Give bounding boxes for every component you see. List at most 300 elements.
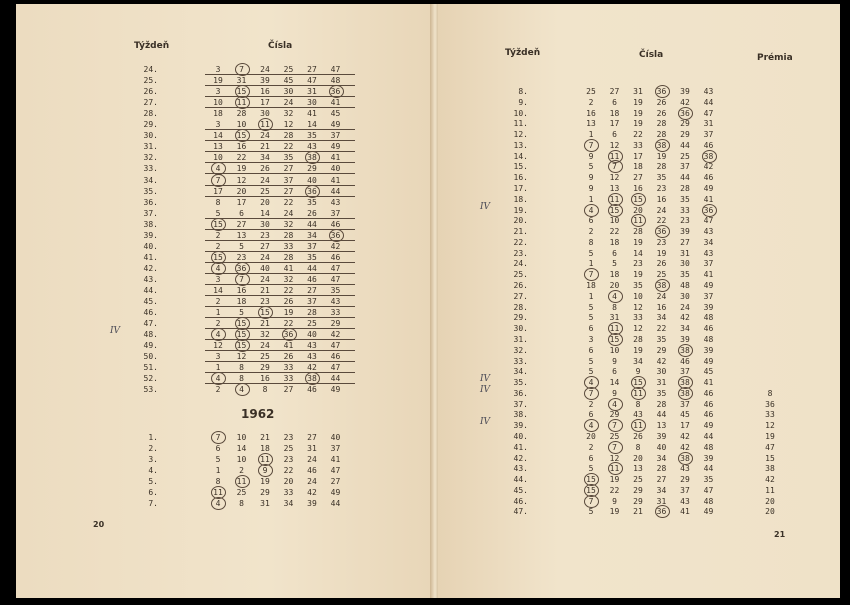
week-number: 45. (143, 297, 158, 307)
drawn-number: 28 (656, 130, 667, 140)
pencil-mark: IV (480, 201, 491, 212)
drawn-number: 42 (307, 363, 317, 373)
drawn-number: 45 (680, 410, 690, 420)
drawn-number: 3 (215, 87, 221, 97)
circled-number: 38 (304, 152, 320, 163)
drawn-number: 41 (283, 263, 294, 273)
drawn-number: 12 (609, 140, 620, 150)
drawn-number: 24 (260, 341, 270, 351)
drawn-number: 1 (215, 466, 221, 475)
drawn-number: 37 (330, 444, 341, 453)
circled-number: 38 (654, 280, 670, 291)
drawn-number: 28 (283, 230, 294, 240)
circled-number: 11 (210, 487, 226, 498)
week-number: 1. (148, 433, 158, 442)
drawn-number: 17 (260, 98, 270, 108)
drawn-number: 27 (633, 173, 643, 183)
drawn-number: 18 (586, 281, 596, 291)
drawn-number: 12 (633, 324, 643, 334)
week-number: 46. (513, 496, 528, 506)
drawn-number: 27 (307, 433, 317, 442)
circled-number: 15 (583, 474, 599, 485)
drawn-number: 44 (703, 97, 714, 107)
drawn-number: 26 (283, 352, 294, 362)
drawn-number: 23 (236, 252, 247, 262)
circled-number: 36 (654, 506, 670, 517)
circled-number: 38 (304, 373, 320, 384)
drawn-number: 37 (307, 297, 317, 307)
drawn-number: 49 (330, 120, 341, 130)
drawn-number: 26 (656, 97, 667, 107)
drawn-number: 10 (236, 455, 247, 464)
week-number: 44. (143, 286, 158, 295)
pencil-underline (205, 140, 355, 141)
drawn-number: 43 (307, 341, 317, 351)
pencil-underline (205, 339, 355, 340)
drawn-number: 41 (680, 507, 690, 517)
drawn-number: 39 (260, 76, 270, 86)
drawn-number: 26 (656, 259, 667, 269)
week-number: 33. (143, 164, 158, 174)
drawn-number: 45 (330, 109, 341, 119)
drawn-number: 2 (215, 241, 221, 251)
drawn-number: 6 (239, 208, 244, 218)
drawn-number: 10 (236, 120, 247, 130)
drawn-number: 44 (330, 186, 341, 196)
drawn-number: 3 (215, 120, 221, 130)
drawn-number: 39 (703, 453, 714, 463)
week-number: 28. (143, 109, 158, 119)
pencil-underline (205, 328, 355, 329)
drawn-number: 30 (656, 367, 667, 377)
week-number: 42. (143, 263, 158, 273)
left-col-numbers-header: Čísla (268, 41, 293, 51)
drawn-number: 44 (330, 374, 341, 384)
drawn-number: 49 (330, 142, 341, 152)
week-number: 30. (143, 131, 158, 141)
drawn-number: 46 (307, 274, 317, 284)
circled-number: 36 (234, 263, 250, 274)
drawn-number: 21 (260, 286, 270, 295)
drawn-number: 25 (307, 319, 317, 329)
bonus-number: 42 (765, 475, 775, 485)
drawn-number: 6 (612, 367, 617, 377)
circled-number: 11 (630, 215, 646, 226)
drawn-number: 31 (307, 444, 317, 453)
circled-number: 38 (677, 345, 693, 356)
drawn-number: 16 (260, 87, 270, 97)
drawn-number: 8 (239, 499, 244, 508)
drawn-number: 20 (260, 197, 270, 207)
week-number: 26. (143, 87, 158, 97)
drawn-number: 43 (703, 87, 714, 96)
drawn-number: 41 (703, 194, 714, 204)
drawn-number: 33 (633, 313, 643, 323)
drawn-number: 1 (215, 363, 221, 373)
drawn-number: 5 (239, 241, 244, 251)
drawn-number: 24 (283, 208, 294, 218)
drawn-number: 28 (656, 464, 667, 474)
pencil-underline (205, 218, 355, 219)
circled-number: 36 (281, 329, 297, 340)
pencil-mark: IV (110, 326, 121, 337)
circled-number: 15 (583, 485, 599, 496)
circled-number: 15 (210, 252, 226, 263)
drawn-number: 24 (260, 274, 270, 284)
drawn-number: 26 (633, 431, 643, 441)
drawn-number: 39 (703, 302, 714, 312)
drawn-number: 49 (330, 385, 341, 395)
drawn-number: 1 (588, 291, 594, 301)
drawn-number: 19 (283, 308, 294, 318)
drawn-number: 6 (588, 324, 594, 334)
drawn-number: 18 (236, 297, 247, 307)
bonus-number: 19 (765, 431, 775, 441)
drawn-number: 28 (307, 308, 317, 318)
drawn-number: 46 (330, 352, 341, 362)
week-number: 42. (513, 453, 528, 463)
week-number: 35. (143, 186, 158, 196)
week-number: 39. (513, 421, 528, 431)
pencil-underline (205, 295, 355, 296)
circled-number: 11 (257, 119, 273, 130)
drawn-number: 42 (680, 97, 690, 107)
drawn-number: 14 (213, 286, 223, 295)
pencil-mark: IV (480, 384, 491, 395)
week-number: 34. (513, 367, 528, 377)
pencil-underline (205, 251, 355, 252)
drawn-number: 30 (260, 219, 270, 229)
drawn-number: 5 (588, 162, 594, 172)
drawn-number: 18 (213, 109, 223, 119)
drawn-number: 34 (307, 230, 317, 240)
bonus-number: 20 (765, 507, 775, 517)
drawn-number: 46 (330, 219, 341, 229)
drawn-number: 2 (215, 230, 221, 240)
drawn-number: 22 (283, 197, 294, 207)
drawn-number: 1 (588, 130, 594, 140)
circled-number: 38 (701, 151, 717, 162)
drawn-number: 16 (633, 184, 643, 194)
drawn-number: 47 (330, 65, 341, 74)
drawn-number: 2 (588, 442, 594, 452)
drawn-number: 23 (260, 297, 270, 307)
circled-number: 15 (234, 329, 250, 340)
left-page-number: 20 (93, 520, 105, 529)
drawn-number: 41 (330, 175, 341, 185)
week-number: 41. (143, 252, 158, 262)
drawn-number: 22 (283, 466, 294, 475)
drawn-number: 37 (703, 259, 714, 269)
drawn-number: 27 (307, 65, 317, 74)
drawn-number: 5 (215, 455, 221, 464)
drawn-number: 17 (236, 197, 247, 207)
drawn-number: 28 (656, 399, 667, 409)
week-number: 34. (143, 175, 158, 185)
drawn-number: 28 (236, 109, 247, 119)
drawn-number: 27 (609, 87, 620, 96)
year-label: 1962 (241, 407, 275, 421)
drawn-number: 34 (656, 453, 667, 463)
drawn-number: 39 (680, 227, 690, 237)
drawn-number: 6 (612, 248, 617, 258)
drawn-number: 32 (283, 219, 294, 229)
drawn-number: 49 (703, 507, 714, 517)
pencil-underline (205, 350, 355, 351)
drawn-number: 22 (609, 485, 620, 495)
drawn-number: 22 (633, 130, 643, 140)
drawn-number: 46 (307, 466, 317, 475)
pencil-underline (205, 262, 355, 263)
drawn-number: 6 (588, 216, 594, 226)
drawn-number: 16 (236, 142, 247, 152)
drawn-number: 48 (703, 496, 714, 506)
drawn-number: 47 (307, 76, 317, 86)
drawn-number: 47 (703, 216, 714, 226)
drawn-number: 35 (680, 270, 690, 280)
circled-number: 4 (607, 399, 623, 410)
drawn-number: 5 (588, 248, 594, 258)
drawn-number: 44 (307, 219, 317, 229)
drawn-number: 49 (703, 356, 714, 366)
drawn-number: 37 (680, 399, 690, 409)
drawn-number: 19 (609, 475, 620, 485)
week-number: 27. (513, 291, 528, 301)
drawn-number: 14 (260, 208, 270, 218)
week-number: 25. (143, 76, 158, 86)
circled-number: 7 (583, 388, 599, 399)
drawn-number: 24 (260, 131, 270, 141)
drawn-number: 25 (283, 65, 294, 74)
drawn-number: 42 (656, 356, 667, 366)
drawn-number: 22 (283, 286, 294, 295)
drawn-number: 25 (656, 270, 667, 280)
drawn-number: 5 (588, 367, 594, 377)
drawn-number: 5 (215, 208, 221, 218)
drawn-number: 19 (656, 248, 667, 258)
drawn-number: 40 (260, 263, 270, 273)
drawn-number: 34 (283, 499, 294, 508)
drawn-number: 31 (656, 378, 667, 388)
circled-number: 15 (234, 318, 250, 329)
drawn-number: 39 (703, 345, 714, 355)
week-number: 36. (513, 388, 528, 398)
week-number: 51. (143, 363, 158, 373)
circled-number: 36 (677, 108, 693, 119)
week-number: 11. (513, 119, 528, 129)
drawn-number: 42 (680, 313, 690, 323)
drawn-number: 35 (680, 194, 690, 204)
drawn-number: 33 (283, 363, 294, 373)
drawn-number: 44 (703, 464, 714, 474)
drawn-number: 16 (656, 302, 667, 312)
drawn-number: 29 (680, 130, 690, 140)
circled-number: 15 (630, 377, 646, 388)
drawn-number: 43 (680, 464, 690, 474)
drawn-number: 2 (588, 227, 594, 237)
drawn-number: 43 (330, 197, 341, 207)
drawn-number: 31 (609, 313, 620, 323)
week-number: 43. (513, 464, 528, 474)
drawn-number: 1 (215, 308, 221, 318)
week-number: 25. (513, 270, 528, 280)
drawn-number: 41 (283, 341, 294, 351)
drawn-number: 3 (215, 274, 221, 284)
circled-number: 36 (328, 86, 344, 97)
drawn-number: 2 (588, 97, 594, 107)
drawn-number: 29 (330, 319, 341, 329)
drawn-number: 33 (283, 488, 294, 497)
drawn-number: 21 (260, 433, 270, 442)
drawn-number: 24 (680, 302, 690, 312)
week-number: 10. (513, 108, 528, 118)
circled-number: 4 (210, 498, 226, 509)
drawn-number: 12 (609, 173, 620, 183)
circled-number: 11 (234, 476, 250, 487)
drawn-number: 29 (260, 363, 270, 373)
drawn-number: 9 (588, 173, 594, 183)
drawn-number: 49 (703, 421, 714, 431)
circled-number: 38 (654, 140, 670, 151)
drawn-number: 5 (588, 507, 594, 517)
drawn-number: 37 (680, 485, 690, 495)
week-number: 31. (143, 142, 158, 152)
drawn-number: 8 (635, 399, 641, 409)
drawn-number: 12 (633, 302, 643, 312)
circled-number: 36 (701, 205, 717, 216)
pencil-underline (205, 173, 355, 174)
drawn-number: 31 (633, 87, 643, 96)
drawn-number: 5 (612, 259, 617, 269)
week-number: 9. (518, 97, 528, 107)
drawn-number: 22 (609, 227, 620, 237)
pencil-underline (205, 317, 355, 318)
drawn-number: 37 (703, 291, 714, 301)
drawn-number: 8 (588, 237, 594, 247)
pencil-underline (205, 240, 355, 241)
drawn-number: 27 (260, 241, 270, 251)
circled-number: 15 (210, 219, 226, 230)
drawn-number: 47 (703, 108, 714, 118)
drawn-number: 29 (307, 164, 317, 174)
week-number: 46. (143, 308, 158, 318)
drawn-number: 9 (612, 356, 617, 366)
week-number: 41. (513, 442, 528, 452)
drawn-number: 29 (656, 345, 667, 355)
week-number: 18. (513, 194, 528, 204)
drawn-number: 29 (260, 488, 270, 497)
drawn-number: 26 (307, 208, 317, 218)
drawn-number: 28 (283, 131, 294, 141)
circled-number: 11 (607, 151, 623, 162)
week-number: 36. (143, 197, 158, 207)
week-number: 53. (143, 385, 158, 395)
week-number: 3. (148, 455, 158, 464)
right-page-number: 21 (774, 530, 786, 539)
drawn-number: 45 (283, 76, 294, 86)
drawn-number: 41 (307, 109, 317, 119)
week-number: 19. (513, 205, 528, 215)
week-number: 37. (513, 399, 528, 409)
drawn-number: 19 (633, 237, 643, 247)
drawn-number: 31 (260, 499, 270, 508)
drawn-number: 13 (656, 421, 667, 431)
drawn-number: 19 (213, 76, 223, 86)
week-number: 37. (143, 208, 158, 218)
week-number: 29. (143, 120, 158, 130)
drawn-number: 27 (680, 237, 690, 247)
drawn-number: 29 (633, 496, 643, 506)
bonus-number: 15 (765, 453, 775, 463)
drawn-number: 22 (283, 142, 294, 152)
week-number: 4. (148, 466, 158, 475)
drawn-number: 18 (609, 108, 620, 118)
drawn-number: 28 (656, 119, 667, 129)
drawn-number: 35 (656, 334, 667, 344)
drawn-number: 28 (283, 252, 294, 262)
drawn-number: 34 (703, 237, 714, 247)
week-number: 6. (148, 488, 158, 497)
drawn-number: 26 (260, 164, 270, 174)
drawn-number: 34 (656, 485, 667, 495)
drawn-number: 10 (213, 153, 223, 163)
drawn-number: 5 (588, 313, 594, 323)
week-number: 27. (143, 98, 158, 108)
right-col-bonus-header: Prémia (757, 53, 793, 63)
drawn-number: 32 (283, 109, 294, 119)
bonus-number: 47 (765, 442, 775, 452)
circled-number: 11 (630, 388, 646, 399)
drawn-number: 30 (283, 87, 294, 97)
drawn-number: 35 (330, 286, 341, 295)
drawn-number: 34 (260, 153, 270, 163)
drawn-number: 22 (656, 216, 667, 226)
drawn-number: 48 (703, 334, 714, 344)
week-number: 7. (148, 499, 158, 508)
drawn-number: 19 (656, 151, 667, 161)
drawn-number: 46 (307, 385, 317, 395)
circled-number: 7 (607, 442, 623, 453)
pencil-underline (205, 372, 355, 373)
drawn-number: 23 (680, 216, 690, 226)
circled-number: 36 (654, 86, 670, 97)
drawn-number: 31 (307, 87, 317, 97)
circled-number: 15 (234, 130, 250, 141)
drawn-number: 31 (680, 248, 690, 258)
drawn-number: 9 (612, 388, 617, 398)
drawn-number: 13 (236, 230, 247, 240)
drawn-number: 44 (680, 173, 690, 183)
circled-number: 11 (607, 323, 623, 334)
circled-number: 7 (210, 175, 226, 186)
drawn-number: 46 (680, 356, 690, 366)
drawn-number: 46 (330, 252, 341, 262)
drawn-number: 41 (330, 98, 341, 108)
drawn-number: 42 (330, 330, 341, 340)
circled-number: 15 (607, 334, 623, 345)
week-number: 16. (513, 173, 528, 183)
drawn-number: 1 (588, 259, 594, 269)
circled-number: 7 (234, 64, 250, 75)
drawn-number: 42 (680, 442, 690, 452)
drawn-number: 40 (330, 164, 341, 174)
drawn-number: 24 (283, 98, 294, 108)
drawn-number: 42 (680, 431, 690, 441)
drawn-number: 46 (703, 388, 714, 398)
bonus-number: 20 (765, 496, 775, 506)
drawn-number: 25 (609, 431, 620, 441)
pencil-underline (205, 185, 355, 186)
